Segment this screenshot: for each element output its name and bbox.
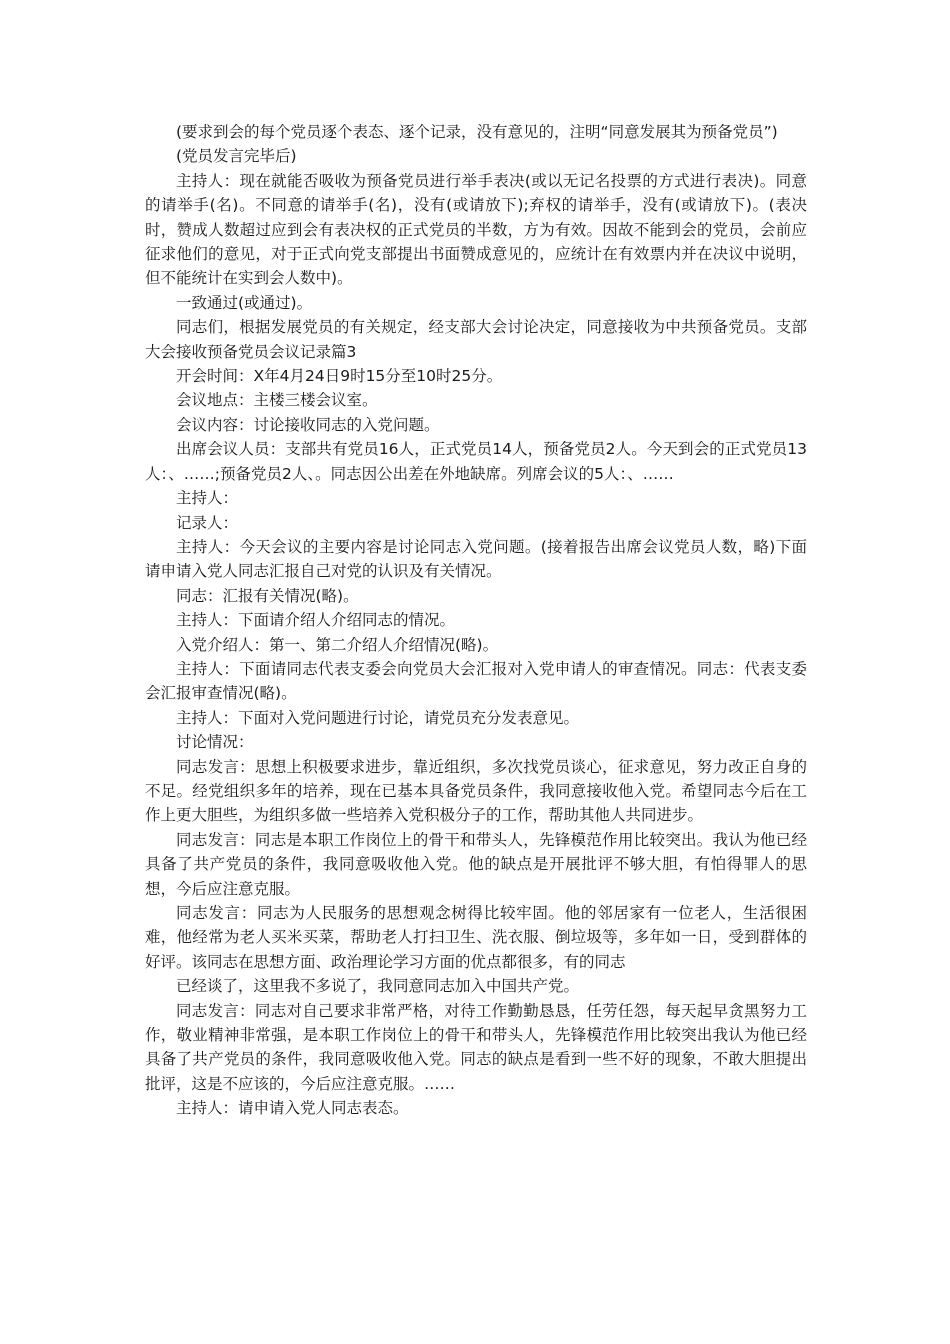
paragraph-speech-2: 同志发言：同志是本职工作岗位上的骨干和带头人，先锋模范作用比较突出。我认为他已经具备了共产党员的条件，我同意吸收他入党。他的缺点是开展批评不够大胆，有怕得罪人的思想，今后应注意克服。: [145, 830, 807, 898]
paragraph-meeting-content: 会议内容：讨论接收同志的入党问题。: [176, 415, 440, 434]
document-body: [145, 120, 807, 1121]
paragraph-host-statement: 主持人：请申请入党人同志表态。: [176, 1099, 409, 1118]
paragraph-introducers: 入党介绍人：第一、第二介绍人介绍情况(略)。: [176, 635, 499, 654]
paragraph-speech-3: 同志发言：同志为人民服务的思想观念树得比较牢固。他的邻居家有一位老人，生活很困难，他经常为老人买米买菜，帮助老人打扫卫生、洗衣服、倒垃圾等，多年如一日，受到群体的好评。该同志在思想方面、政治理论学习方面的优点都很多，有的同志: [145, 904, 807, 971]
paragraph-speech-1: 同志发言：思想上积极要求进步，靠近组织，多次找党员谈心，征求意见，努力改正自身的不足。经党组织多年的培养，现在已基本具备党员条件，我同意接收他入党。希望同志今后在工作上更大胆些，为组织多做一些培养入党积极分子的工作，帮助其他人共同进步。: [145, 757, 807, 825]
paragraph-discussion-heading: 讨论情况：: [176, 733, 254, 752]
paragraph-speech-4: 同志发言：同志对自己要求非常严格，对待工作勤勤恳恳，任劳任怨，每天起早贪黑努力工作，敬业精神非常强，是本职工作岗位上的骨干和带头人，先锋模范作用比较突出我认为他已经具备了共产党员的条件，我同意吸收他入党。同志的缺点是看到一些不好的现象，不敢大胆提出批评，这是不应该的，今后应注意克服。……: [145, 1001, 807, 1093]
paragraph-host-introducers: 主持人：下面请介绍人介绍同志的情况。: [176, 611, 456, 630]
paragraph-meeting-location: 会议地点：主楼三楼会议室。: [176, 391, 378, 410]
paragraph-decision: 同志们，根据发展党员的有关规定，经支部大会讨论决定，同意接收为中共预备党员。支部大会接收预备党员会议记录篇3: [145, 318, 807, 361]
paragraph-vote-procedure: 主持人：现在就能否吸收为预备党员进行举手表决(或以无记名投票的方式进行表决)。同意的请举手(名)。不同意的请举手(名)，没有(或请放下);弃权的请举手，没有(或请放下)。(表决时，赞成人数超过应到会有表决权的正式党员的半数，方为有效。因故不能到会的党员，会前应征求他们的意见，对于正式向党支部提出书面赞成意见的，应统计在有效票内并在决议中说明，但不能统计在实到会人数中)。: [145, 171, 807, 288]
paragraph-applicant-report: 同志：汇报有关情况(略)。: [176, 586, 359, 605]
paragraph-speech-3-cont: 已经谈了，这里我不多说了，我同意同志加入中国共产党。: [176, 977, 580, 996]
paragraph-speeches-finished: (党员发言完毕后): [176, 147, 297, 166]
paragraph-opinion-instruction: (要求到会的每个党员逐个表态、逐个记录，没有意见的，注明“同意发展其为预备党员”): [176, 123, 778, 141]
paragraph-meeting-time: 开会时间：X年4月24日9时15分至10时25分。: [176, 367, 503, 386]
paragraph-attendees: 出席会议人员：支部共有党员16人，正式党员14人，预备党员2人。今天到会的正式党员13人：、……;预备党员2人、。同志因公出差在外地缺席。列席会议的5人：、……: [145, 440, 807, 483]
paragraph-host-opening: 主持人：今天会议的主要内容是讨论同志入党问题。(接着报告出席会议党员人数，略)下面请申请入党人同志汇报自己对党的认识及有关情况。: [145, 537, 807, 581]
paragraph-host: 主持人：: [176, 489, 239, 508]
paragraph-review-report: 主持人：下面请同志代表支委会向党员大会汇报对入党申请人的审查情况。同志：代表支委会汇报审查情况(略)。: [145, 659, 807, 703]
paragraph-host-discussion: 主持人：下面对入党问题进行讨论，请党员充分发表意见。: [176, 708, 580, 727]
paragraph-passed: 一致通过(或通过)。: [176, 293, 313, 312]
paragraph-recorder: 记录人：: [176, 513, 239, 532]
